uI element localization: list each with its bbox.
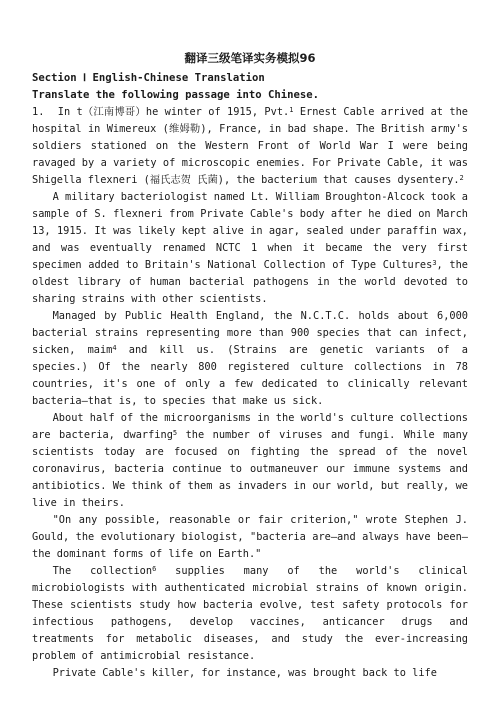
text-run: In t（江南博哥）he winter of 1915, Pvt. [57, 106, 290, 118]
paragraph [32, 512, 468, 563]
text-run: Private Cable's killer, for instance, was brought back to life [52, 667, 437, 679]
footnote-marker: 1 [289, 106, 294, 114]
text-run: The collection [52, 565, 153, 577]
text-run: "On any possible, reasonable or fair criterion," wrote Stephen J. Gould, the evolutionary biologist, "bacteria are—and always have been—the dominant forms of life on Earth." [32, 514, 468, 560]
text-run: , the oldest library of human bacterial pathogens in the world devoted to sharing strains with other scientists. [32, 259, 468, 305]
text-run: A military bacteriologist named Lt. William Broughton-Alcock took a sample of S. flexneri from Private Cable's body after he died on March 13, 1915. It was likely kept alive in agar, sealed under paraffin wax, and was eventually renamed NCTC 1 when it became the very first specimen added to Britain's National Collection of Type Cultures [32, 191, 468, 271]
paragraph [32, 563, 468, 665]
footnote-marker: 4 [112, 344, 117, 352]
text-run: About half of the microorganisms in the world's culture collections are bacteria, dwarfing [32, 412, 468, 441]
text-run: the number of viruses and fungi. While many scientists today are focused on fighting the spread of the novel coronavirus, bacteria continue to outmaneuver our immune systems and antibiotics. We think of them as invaders in our world, but really, we live in theirs. [32, 429, 468, 509]
page-title: 翻译三级笔译实务模拟96 [184, 51, 316, 65]
text-run: Ernest Cable arrived at the hospital in Wimereux (维姆勒), France, in bad shape. The British army's soldiers stationed on the Western Front of World War I were being ravaged by a variety of microscopic enemies. For Private Cable, it was Shigella flexneri (福氏志贺 氏菌), the bacterium that causes dysentery. [32, 106, 468, 186]
paragraph [32, 104, 468, 189]
instruction-text: Translate the following passage into Chinese. [32, 89, 320, 101]
text-run: Managed by Public Health England, the N.C.T.C. holds about 6,000 bacterial strains representing more than 900 species that can infect, sicken, maim [32, 310, 468, 356]
footnote-marker: 5 [172, 429, 178, 437]
paragraph [32, 308, 468, 410]
footnote-marker: 2 [459, 174, 464, 182]
passage-body [32, 104, 468, 682]
section-heading: Section Ⅰ English-Chinese Translation [32, 72, 265, 84]
text-run: supplies many of the world's clinical microbiologists with authenticated microbial strains of known origin. These scientists study how bacteria evolve, test safety protocols for infectious pathogens, develop vaccines, anticancer drugs and treatments for metabolic diseases, and study the ever-increasing problem of antimicrobial resistance. [32, 565, 468, 662]
paragraph [32, 410, 468, 512]
item-number: 1. [32, 106, 45, 118]
paragraph [32, 189, 468, 308]
paragraph [32, 665, 468, 682]
footnote-marker: 3 [432, 259, 437, 267]
footnote-marker: 6 [152, 565, 157, 573]
text-run: and kill us. (Strains are genetic variants of a species.) Of the nearly 800 registered culture collections in 78 countries, it's one of only a few dedicated to clinically relevant bacteria—that is, to species that make us sick. [32, 344, 468, 407]
